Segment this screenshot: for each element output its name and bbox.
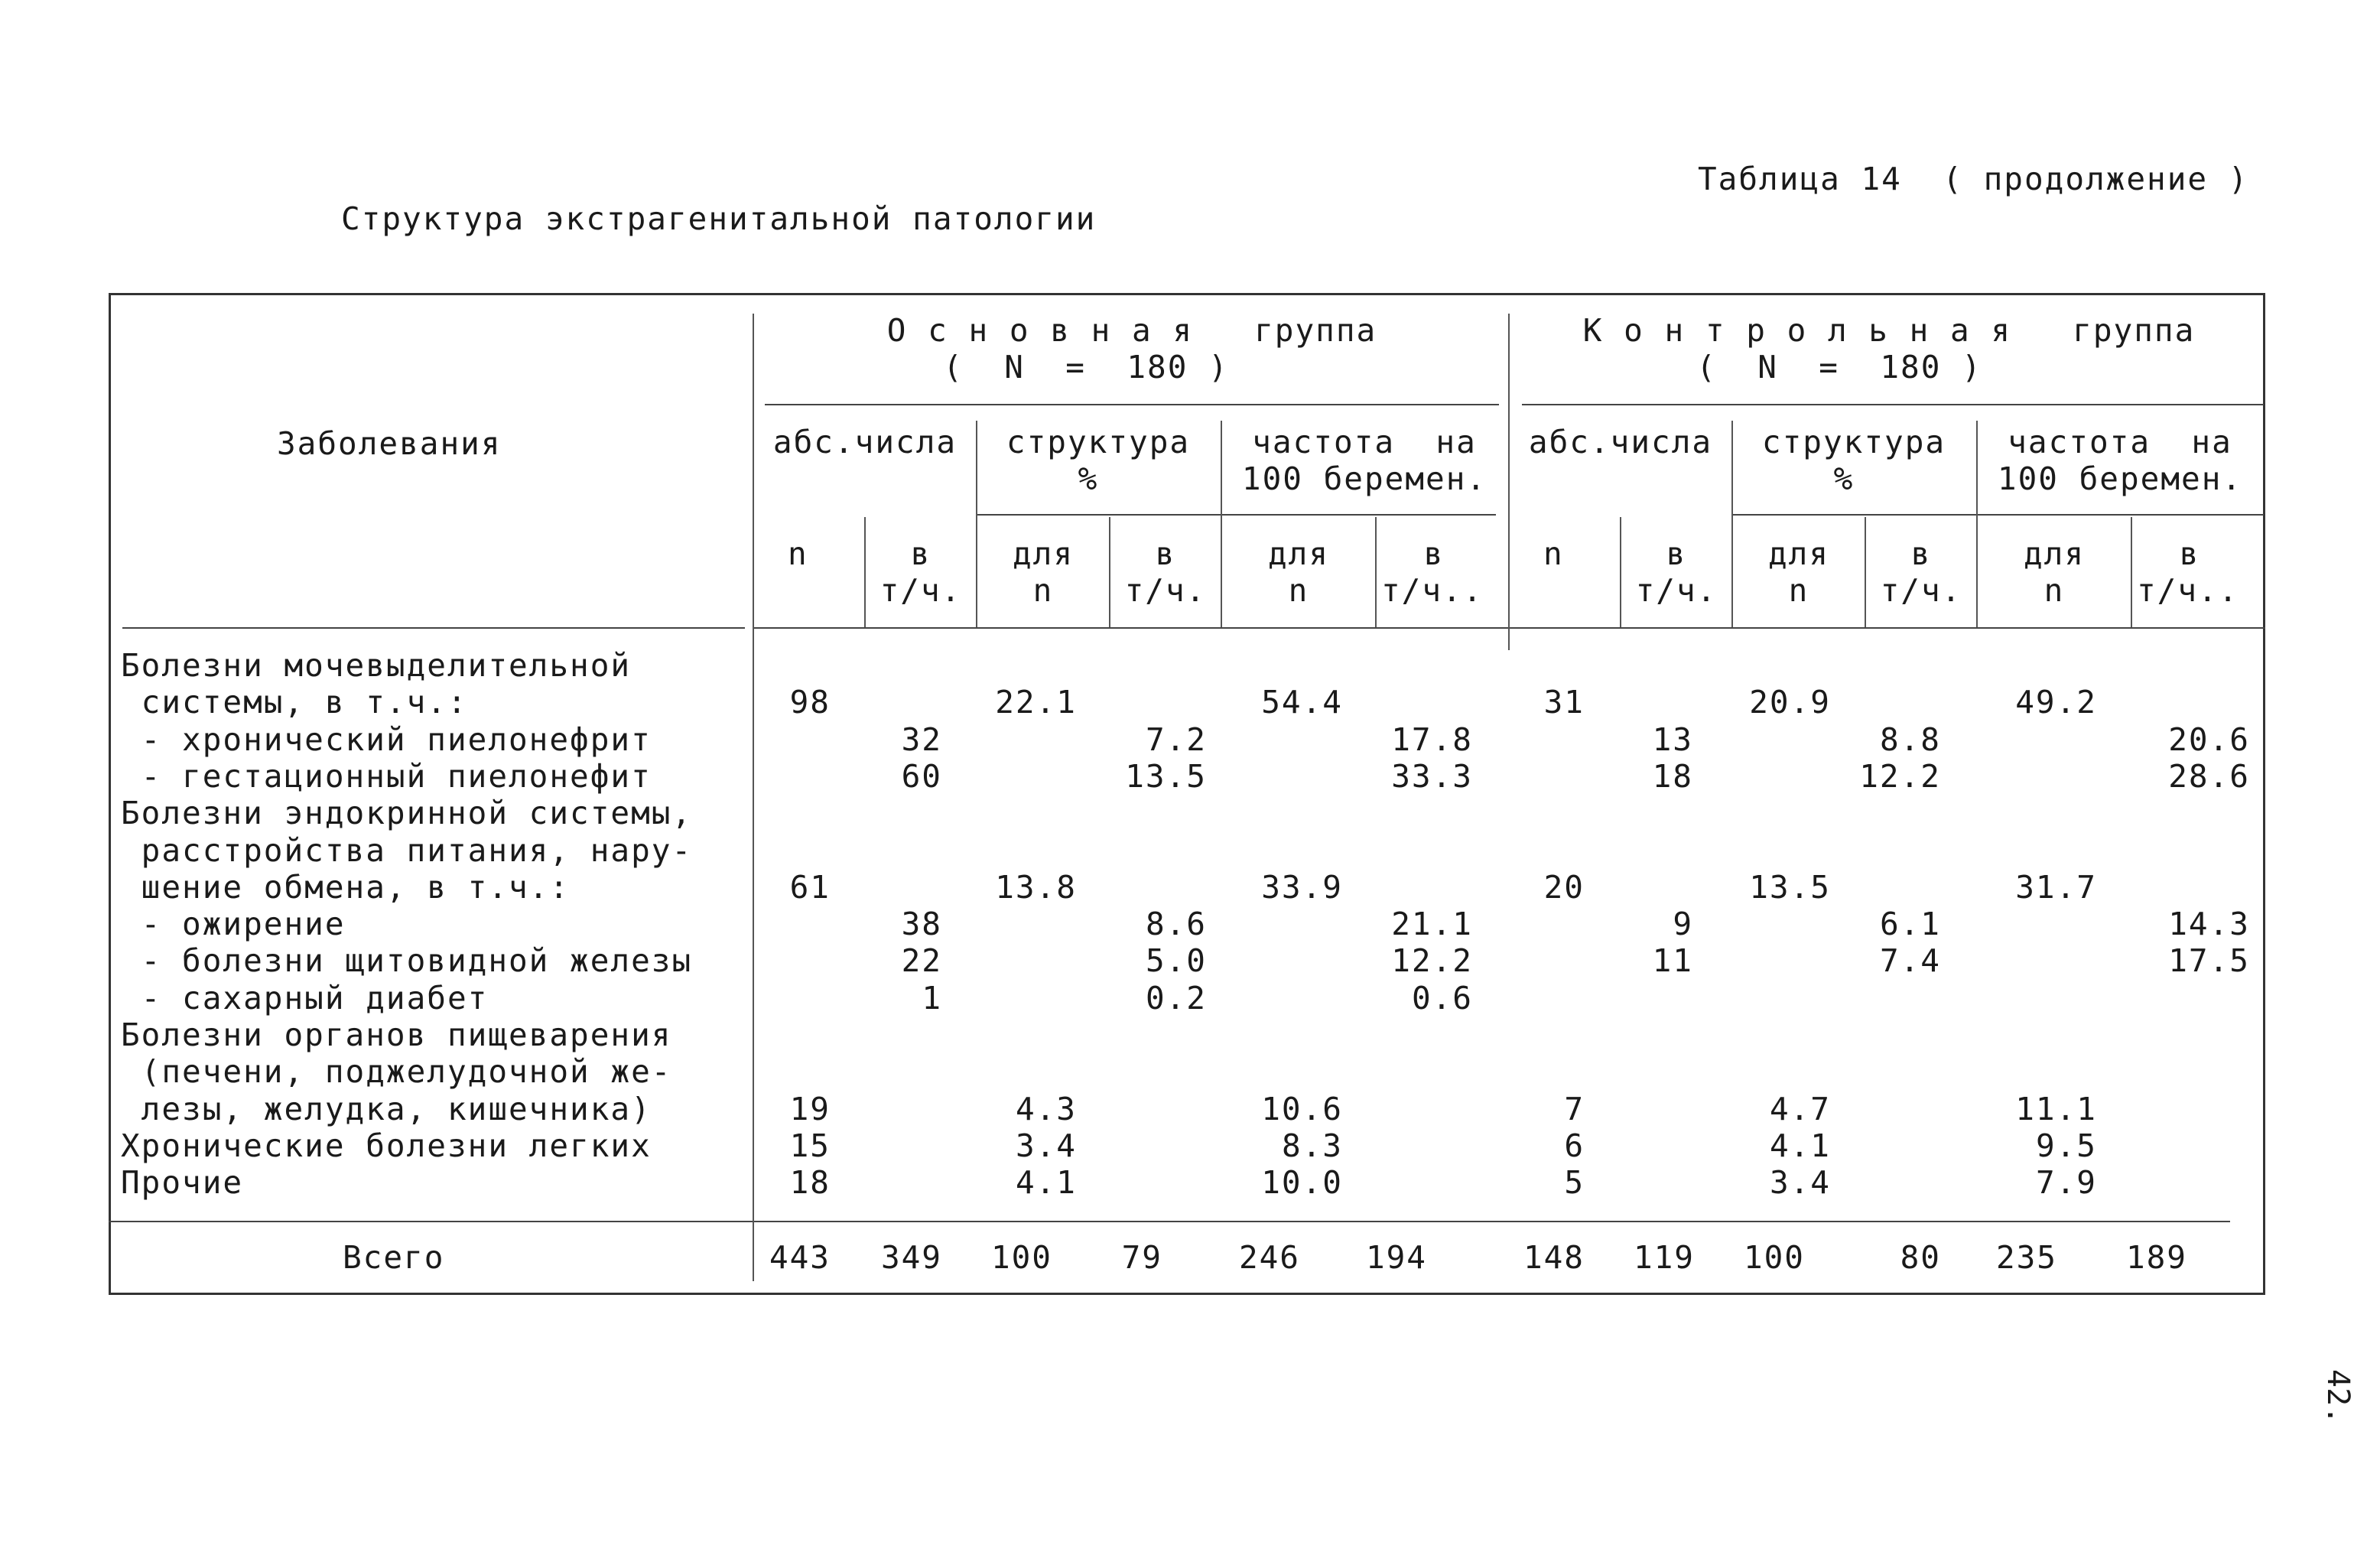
ctrl-h-for-3: для — [2023, 535, 2086, 572]
row-cell: 9 — [1673, 906, 1693, 943]
row-cell: 5 — [1564, 1164, 1585, 1202]
total-cell: 79 — [1121, 1239, 1162, 1276]
rule-sub-struct-main — [976, 514, 1496, 516]
row-cell: 8.8 — [1879, 721, 1941, 758]
row-label: Прочие — [121, 1164, 244, 1202]
main-h-v-6: т/ч.. — [1381, 572, 1484, 609]
main-freq-header-1: частота на — [1252, 424, 1477, 460]
row-cell: 11.1 — [2015, 1090, 2097, 1127]
row-cell: 6 — [1564, 1127, 1585, 1164]
ctrl-struct-header-1: структура — [1761, 424, 1946, 460]
main-h-n: n — [788, 535, 808, 572]
row-label: (печени, поджелудочной же- — [121, 1053, 672, 1091]
row-cell: 12.2 — [1859, 757, 1941, 795]
row-label: Болезни эндокринной системы, — [121, 795, 693, 832]
main-h-v-1: в — [910, 535, 932, 572]
row-cell: 10.6 — [1261, 1090, 1343, 1127]
ctrl-freq-header-2: 100 беремен. — [1997, 460, 2243, 497]
row-cell: 17.5 — [2168, 942, 2250, 980]
row-cell: 7.2 — [1145, 721, 1207, 758]
main-h-for-1: для — [1012, 535, 1075, 572]
row-cell: 17.8 — [1391, 721, 1473, 758]
ctrl-h-for-4: n — [2043, 572, 2065, 609]
row-cell: 9.5 — [2035, 1127, 2097, 1164]
total-cell: 443 — [769, 1239, 831, 1276]
row-cell: 22.1 — [995, 684, 1077, 721]
rule-v-main-c — [1375, 517, 1377, 627]
row-label: расстройства питания, нару- — [121, 831, 693, 869]
row-cell: 1 — [922, 979, 942, 1017]
rule-total-top — [754, 1221, 2230, 1222]
row-cell: 15 — [789, 1127, 831, 1164]
total-cell: 80 — [1900, 1239, 1941, 1276]
row-label: - болезни щитовидной железы — [121, 942, 693, 980]
main-abs-header: абс.числа — [772, 424, 958, 460]
row-cell: 18 — [1652, 757, 1693, 795]
ctrl-h-v-1: в — [1666, 535, 1687, 572]
row-cell: 6.1 — [1879, 906, 1941, 943]
rule-header-bottom-right — [754, 627, 2265, 629]
group-ctrl-n: ( N = 180 ) — [1696, 349, 1982, 385]
ctrl-h-v-5: в — [2179, 535, 2200, 572]
row-cell: 98 — [789, 684, 831, 721]
ctrl-h-v-3: в — [1910, 535, 1932, 572]
row-label: - хронический пиелонефрит — [121, 721, 652, 758]
main-h-v-2: т/ч. — [879, 572, 962, 609]
row-cell: 13 — [1652, 721, 1693, 758]
row-cell: 38 — [901, 906, 942, 943]
row-cell: 60 — [901, 757, 942, 795]
ctrl-abs-header: абс.числа — [1528, 424, 1713, 460]
row-cell: 4.3 — [1015, 1090, 1077, 1127]
row-cell: 8.3 — [1281, 1127, 1343, 1164]
rule-total-top-left — [109, 1221, 754, 1222]
table-title: Структура экстрагенитальной патологии — [341, 200, 1097, 237]
row-cell: 49.2 — [2015, 684, 2097, 721]
row-label: шение обмена, в т.ч.: — [121, 868, 571, 906]
row-cell: 7 — [1564, 1090, 1585, 1127]
main-h-for-2: n — [1032, 572, 1054, 609]
total-cell: 189 — [2125, 1239, 2187, 1276]
row-cell: 13.5 — [1125, 757, 1207, 795]
group-main-title: О с н о в н а я группа — [886, 312, 1377, 349]
row-cell: 0.2 — [1145, 979, 1207, 1017]
page-number: 42. — [2320, 1369, 2356, 1425]
main-freq-header-2: 100 беремен. — [1241, 460, 1488, 497]
row-cell: 4.7 — [1769, 1090, 1831, 1127]
row-cell: 18 — [789, 1164, 831, 1202]
row-cell: 14.3 — [2168, 906, 2250, 943]
row-label: - гестационный пиелонефит — [121, 757, 652, 795]
row-cell: 31.7 — [2015, 868, 2097, 906]
total-cell: 100 — [990, 1239, 1052, 1276]
row-label: лезы, желудка, кишечника) — [121, 1090, 652, 1127]
main-struct-header-2: % — [1078, 460, 1099, 497]
row-label: - ожирение — [121, 906, 346, 943]
ctrl-freq-header-1: частота на — [2008, 424, 2232, 460]
row-label: Болезни мочевыделительной — [121, 647, 632, 684]
row-cell: 3.4 — [1015, 1127, 1077, 1164]
ctrl-h-n: n — [1543, 535, 1564, 572]
rule-header-bottom-left — [122, 627, 745, 629]
row-label: системы, в т.ч.: — [121, 684, 468, 721]
row-cell: 10.0 — [1261, 1164, 1343, 1202]
rule-sub-struct-ctrl — [1731, 514, 2264, 516]
ctrl-h-v-6: т/ч.. — [2137, 572, 2239, 609]
row-cell: 8.6 — [1145, 906, 1207, 943]
row-cell: 20 — [1543, 868, 1585, 906]
total-cell: 235 — [1995, 1239, 2057, 1276]
table-label: Таблица 14 ( продолжение ) — [1698, 161, 2249, 197]
main-h-for-3: для — [1267, 535, 1330, 572]
total-label: Всего — [343, 1239, 445, 1276]
row-cell: 3.4 — [1769, 1164, 1831, 1202]
rule-group-under — [765, 404, 1499, 405]
row-cell: 7.9 — [2035, 1164, 2097, 1202]
row-label: Болезни органов пищеварения — [121, 1017, 672, 1053]
row-cell: 54.4 — [1261, 684, 1343, 721]
row-cell: 5.0 — [1145, 942, 1207, 980]
total-cell: 100 — [1743, 1239, 1805, 1276]
row-label: Хронические болезни легких — [121, 1127, 652, 1164]
main-struct-header-1: структура — [1006, 424, 1191, 460]
total-cell: 194 — [1365, 1239, 1427, 1276]
row-cell: 61 — [789, 868, 831, 906]
row-cell: 11 — [1652, 942, 1693, 980]
ctrl-h-v-4: т/ч. — [1880, 572, 1962, 609]
row-cell: 22 — [901, 942, 942, 980]
main-h-v-4: т/ч. — [1124, 572, 1207, 609]
main-h-v-3: в — [1155, 535, 1176, 572]
total-cell: 119 — [1633, 1239, 1695, 1276]
group-ctrl-title: К о н т р о л ь н а я группа — [1582, 312, 2196, 349]
main-h-v-5: в — [1423, 535, 1445, 572]
ctrl-struct-header-2: % — [1833, 460, 1855, 497]
row-cell: 20.9 — [1749, 684, 1831, 721]
row-cell: 20.6 — [2168, 721, 2250, 758]
row-cell: 31 — [1543, 684, 1585, 721]
row-cell: 12.2 — [1391, 942, 1473, 980]
total-cell: 246 — [1238, 1239, 1300, 1276]
ctrl-h-for-2: n — [1788, 572, 1809, 609]
row-cell: 4.1 — [1015, 1164, 1077, 1202]
row-cell: 33.9 — [1261, 868, 1343, 906]
col-disease-header: Заболевания — [277, 425, 502, 462]
row-cell: 19 — [789, 1090, 831, 1127]
total-cell: 349 — [880, 1239, 942, 1276]
rule-v-groups — [1508, 314, 1510, 650]
row-cell: 13.5 — [1749, 868, 1831, 906]
row-cell: 21.1 — [1391, 906, 1473, 943]
rule-group-under-ctrl — [1522, 404, 2264, 405]
row-cell: 32 — [901, 721, 942, 758]
row-cell: 33.3 — [1391, 757, 1473, 795]
ctrl-h-for-1: для — [1767, 535, 1830, 572]
row-cell: 4.1 — [1769, 1127, 1831, 1164]
row-cell: 13.8 — [995, 868, 1077, 906]
row-cell: 0.6 — [1411, 979, 1473, 1017]
total-cell: 148 — [1523, 1239, 1585, 1276]
main-h-for-4: n — [1288, 572, 1309, 609]
group-main-n: ( N = 180 ) — [943, 349, 1229, 385]
row-label: - сахарный диабет — [121, 979, 489, 1017]
row-cell: 7.4 — [1879, 942, 1941, 980]
rule-v-ctrl-c — [2131, 517, 2132, 627]
ctrl-h-v-2: т/ч. — [1635, 572, 1718, 609]
row-cell: 28.6 — [2168, 757, 2250, 795]
